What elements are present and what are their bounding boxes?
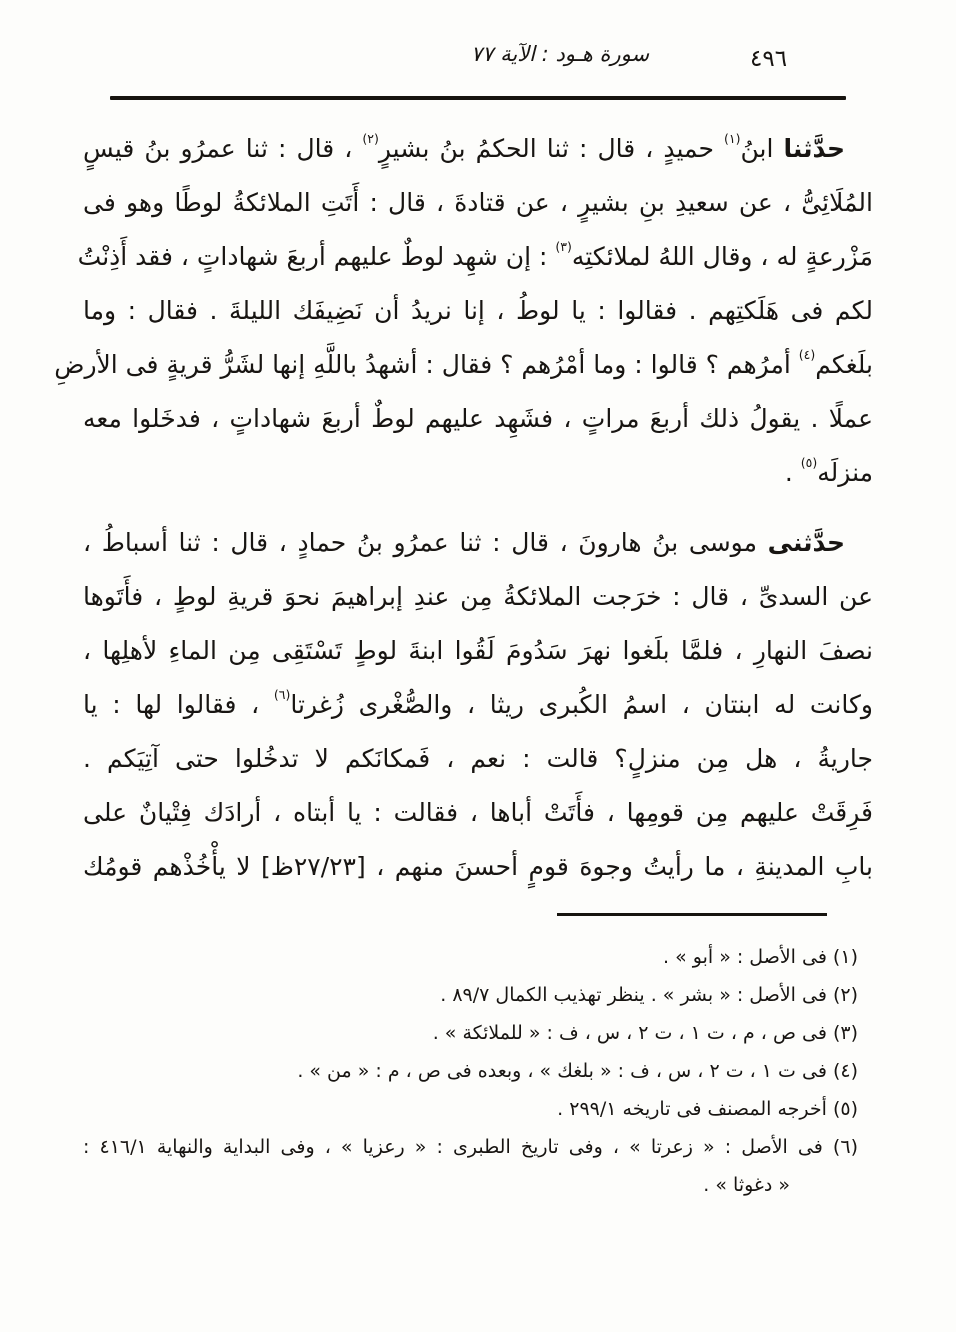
footnote-line: (٦) فى الأصل : « زعرتا » ، وفى تاريخ الطبرى : « رعزيا » ، وفى البداية والنهاية ٤١٦/١ :: [83, 1136, 858, 1158]
text-line: بابِ المدينةِ ، ما رأيتُ وجوهَ قومٍ أحسنَ منهم ، [٢٧/٢٣ظ] لا يأْخُذْهم قومُك: [83, 852, 873, 881]
text-line: حدَّثنى موسى بنُ هارونَ ، قال : ثنا عمرُو بنُ حمادٍ ، قال : ثنا أسباطُ ،: [83, 528, 845, 557]
text-line: المُلَائِىُّ ، عن سعيدِ بنِ بشيرٍ ، عن قتادةَ ، قال : أَتَتِ الملائكةُ لوطًا وهو فى: [83, 188, 873, 217]
text-line: وكانت له ابنتان ، اسمُ الكُبرى ريثا ، والصُّغْرى زُغرتا$^{(٦)}$ ، فقالوا لها : يا: [83, 687, 873, 719]
text-line: فَرِقَتْ عليهم مِن قومِها ، فأَتَتْ أباها ، فقالت : يا أبتاه ، أرادَك فِتْيانٌ على: [83, 798, 873, 827]
footnote-line: (٤) فى ت ١ ، ت ٢ ، س ، ف : « بلغك » ، وبعده فى ص ، م : « من » .: [297, 1060, 858, 1082]
text-line: حدَّثنا ابنُ$^{(١)}$ حميدٍ ، قال : ثنا الحكمُ بنُ بشيرٍ$^{(٢)}$ ، قال : ثنا عمرُو بنُ قيسٍ: [83, 131, 845, 163]
paragraph-2: [83, 516, 873, 894]
page-number: ٤٩٦: [750, 46, 788, 72]
page-header-title: سورة هـود : الآية ٧٧: [470, 42, 650, 66]
text-line: عملًا . يقولُ ذلك أربعَ مراتٍ ، فشَهِد عليهم لوطٌ أربعَ شهاداتٍ ، فدخَلوا معه: [83, 404, 873, 433]
footnote-line: « دغوثا » .: [703, 1174, 790, 1196]
footnote-line: (١) فى الأصل : « أبو » .: [663, 946, 858, 968]
body-text: [54, 122, 873, 894]
footnotes: [83, 938, 873, 1204]
text-line: بلَغكم$^{(٤)}$ أمرُهم ؟ قالوا : وما أمْرُهم ؟ فقال : أشهدُ باللَّهِ إنها لشَرُّ قريةٍ فى الأرضِ: [54, 347, 873, 379]
text-line: عن السدىِّ ، قال : خرَجت الملائكةُ مِن عندِ إبراهيمَ نحوَ قريةِ لوطٍ ، فأَتَوها: [83, 582, 873, 611]
text-line: مَزْرعةٍ له ، وقال اللهُ لملائكتِه$^{(٣)}$ : إن شهِد لوطٌ عليهم أربعَ شهاداتٍ ، فقد أَذِنْتُ: [77, 239, 873, 271]
paragraph-1: [54, 122, 873, 500]
footnote-separator: [557, 913, 827, 916]
text-line: لكم فى هَلَكتِهم . فقالوا : يا لوطُ ، إنا نريدُ أن نَضِيفَك الليلةَ . فقال : وما: [83, 296, 873, 325]
footnote-line: (٣) فى ص ، م ، ت ١ ، ت ٢ ، س ، ف : « للملائكة » .: [432, 1022, 858, 1044]
footnote-line: (٢) فى الأصل : « بشر » . ينظر تهذيب الكمال ٨٩/٧ .: [440, 984, 858, 1006]
header-rule: [110, 96, 846, 100]
text-line: منزلَه$^{(٥)}$ .: [784, 455, 873, 487]
footnote-line: (٥) أخرجه المصنف فى تاريخه ٢٩٩/١ .: [557, 1098, 858, 1120]
text-line: نصفَ النهارِ ، فلمَّا بلَغوا نهرَ سَدُومَ لَقُوا ابنةَ لوطٍ تَسْتَقِى مِن الماءِ لأهلِها ،: [83, 636, 873, 665]
text-line: جاريةُ ، هل مِن منزلٍ؟ قالت : نعم ، فَمكانَكم لا تدخُلوا حتى آتِيَكم .: [83, 744, 873, 773]
